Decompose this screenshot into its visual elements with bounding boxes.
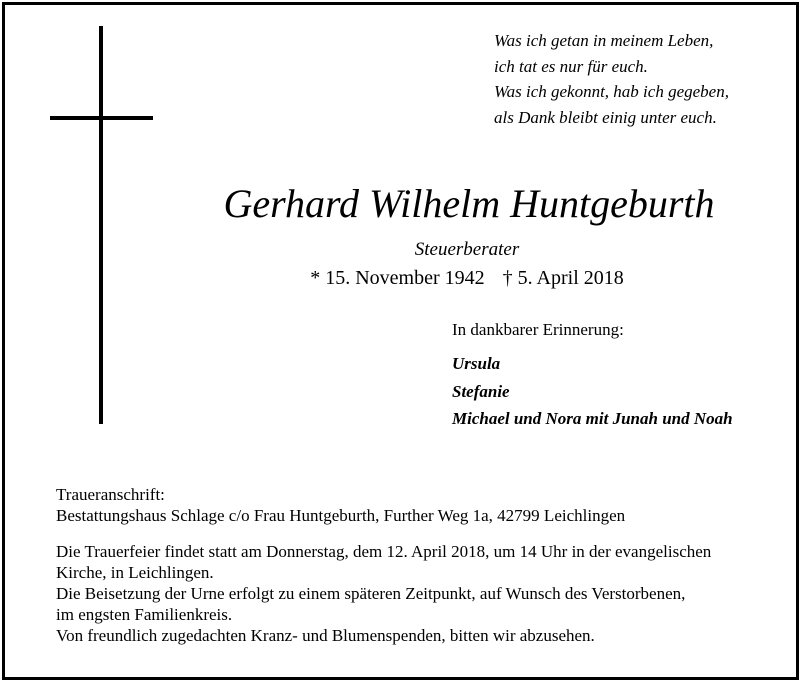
notice-line: im engsten Familienkreis.: [56, 605, 233, 624]
cross-horizontal-bar: [50, 116, 153, 120]
address-label: Traueranschrift:: [56, 485, 165, 504]
address-text: Bestattungshaus Schlage c/o Frau Huntgeburth, Further Weg 1a, 42799 Leichlingen: [56, 506, 626, 525]
notice-block: [56, 484, 711, 646]
notice-line: Die Beisetzung der Urne erfolgt zu einem späteren Zeitpunkt, auf Wunsch des Verstorbenen,: [56, 584, 686, 603]
poem-line: ich tat es nur für euch.: [494, 56, 648, 76]
mourner-names: [452, 350, 733, 433]
poem-line: Was ich getan in meinem Leben,: [494, 31, 714, 50]
poem-line: als Dank bleibt einig unter euch.: [494, 107, 717, 127]
remembrance-intro: In dankbarer Erinnerung:: [452, 320, 624, 339]
birth-date: * 15. November 1942: [310, 267, 485, 289]
mourner-name: Stefanie: [452, 381, 510, 401]
deceased-profession: Steuerberater: [414, 239, 520, 260]
notice-line: Von freundlich zugedachten Kranz- und Blumenspenden, bitten wir abzusehen.: [56, 626, 595, 645]
poem-line: Was ich gekonnt, hab ich gegeben,: [494, 82, 729, 102]
poem: [494, 28, 729, 130]
notice-line: Die Trauerfeier findet statt am Donnerstag, dem 12. April 2018, um 14 Uhr in der evangelischen: [56, 542, 712, 561]
death-date: † 5. April 2018: [502, 267, 624, 289]
mourner-name: Ursula: [452, 354, 501, 373]
notice-line: Kirche, in Leichlingen.: [56, 563, 214, 582]
mourner-name: Michael und Nora mit Junah und Noah: [452, 409, 733, 428]
life-dates: [0, 265, 800, 291]
deceased-name: Gerhard Wilhelm Huntgeburth: [223, 181, 715, 226]
